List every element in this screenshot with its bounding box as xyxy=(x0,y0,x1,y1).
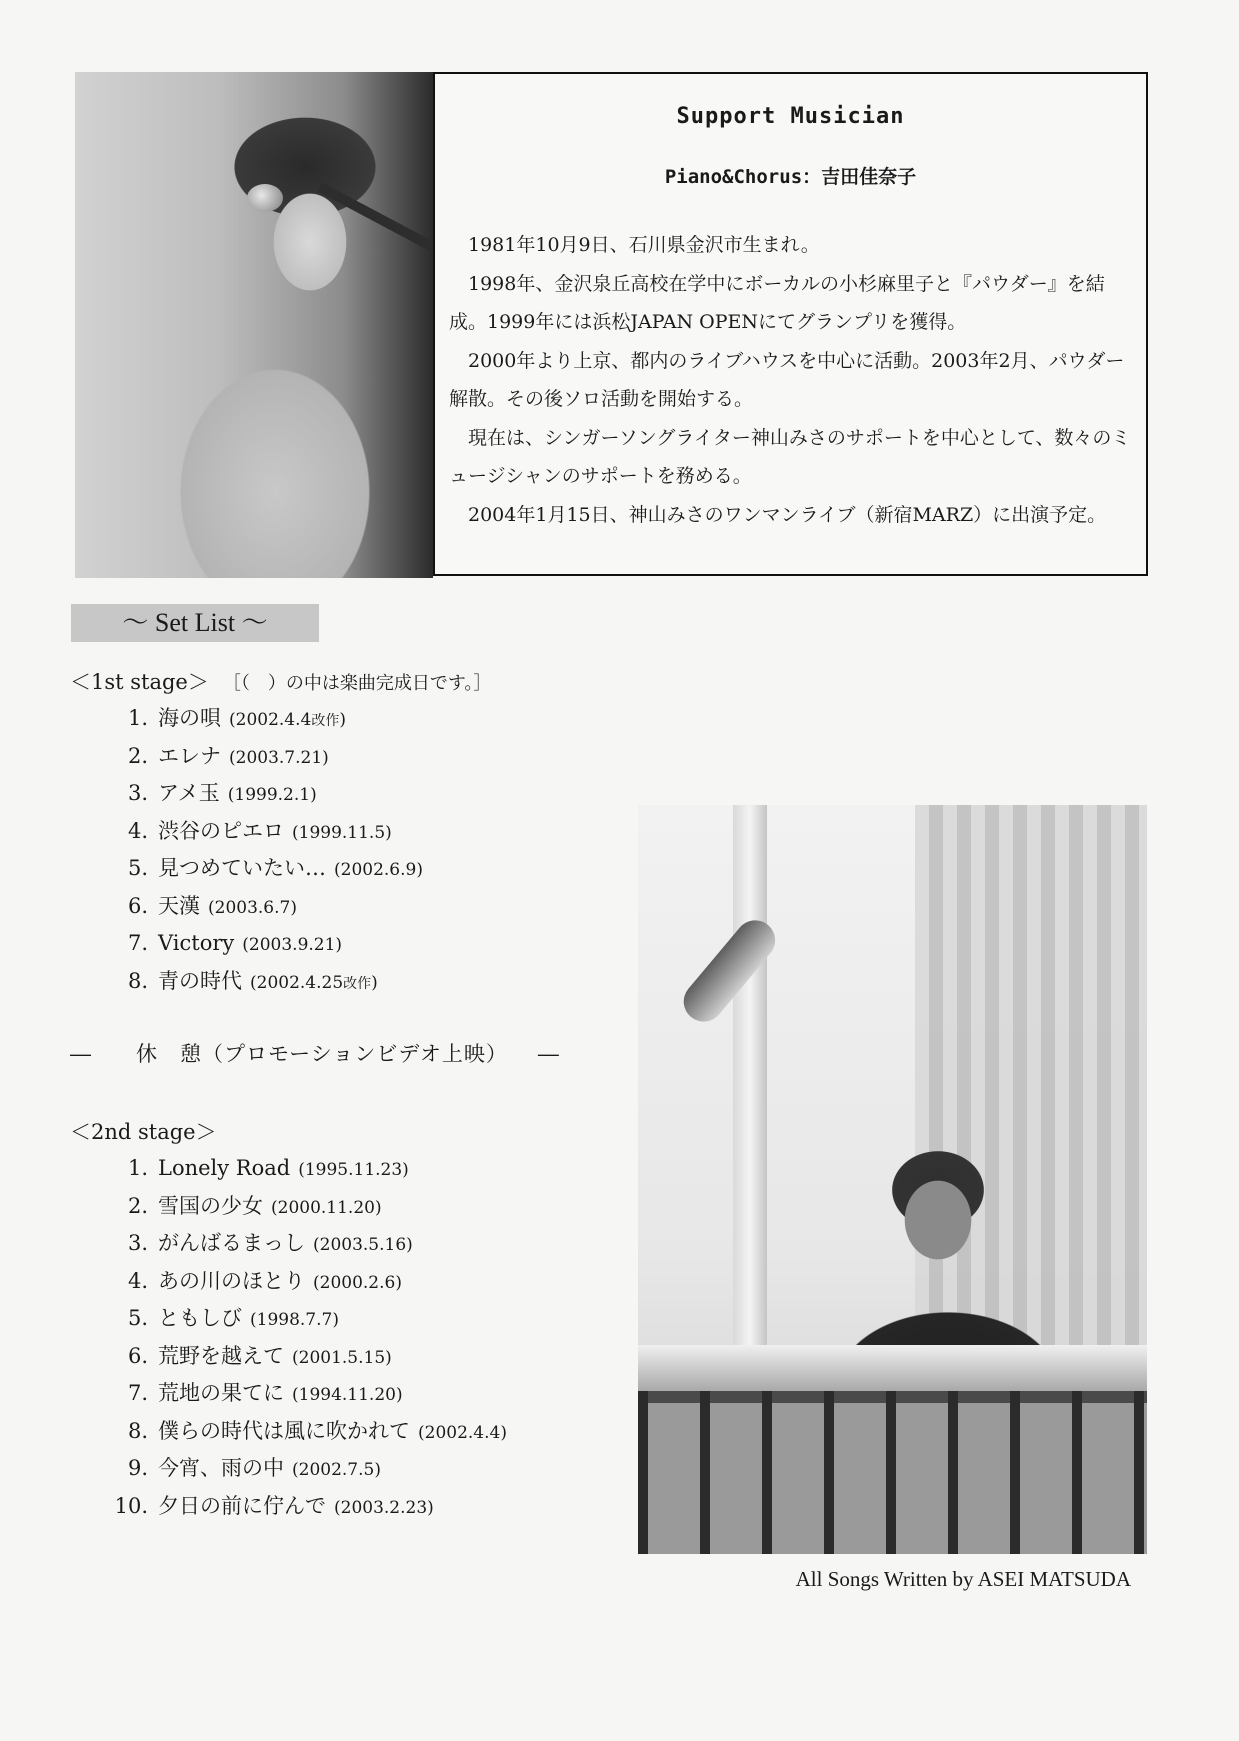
stage1-song-list xyxy=(110,700,423,1000)
list-item xyxy=(110,775,423,813)
songwriter-credit: All Songs Written by ASEI MATSUDA xyxy=(795,1567,1131,1591)
song-date: (1998.7.7) xyxy=(250,1310,339,1330)
song-date: (2000.11.20) xyxy=(271,1197,382,1218)
song-number: 5. xyxy=(127,1306,148,1330)
song-number: 8. xyxy=(127,1418,148,1443)
song-title: 渋谷のピエロ xyxy=(158,818,284,843)
song-date: (2002.7.5) xyxy=(292,1460,381,1480)
song-title: 雪国の少女 xyxy=(158,1193,263,1218)
bio-body xyxy=(449,226,1132,534)
song-date xyxy=(229,710,346,730)
song-title: がんばるまっし xyxy=(158,1231,305,1255)
list-item xyxy=(110,1413,507,1451)
bio-paragraph: 2004年1月15日、神山みさのワンマンライブ（新宿MARZ）に出演予定。 xyxy=(468,503,1107,526)
street-lamp xyxy=(676,912,784,1030)
bio-heading: Support Musician xyxy=(676,104,905,129)
song-date: (2003.6.7) xyxy=(208,897,297,918)
song-title: 夕日の前に佇んで xyxy=(158,1493,326,1518)
song-number: 9. xyxy=(127,1456,148,1480)
song-title: 荒地の果てに xyxy=(158,1381,284,1405)
bio-paragraph: 2000年より上京、都内のライブハウスを中心に活動。2003年2月、パウダー解散。その後ソロ活動を開始する。 xyxy=(449,349,1125,410)
setlist-banner: ～ Set List ～ xyxy=(71,604,319,642)
song-title: ともしび xyxy=(158,1306,242,1330)
song-date: (1994.11.20) xyxy=(292,1385,403,1405)
song-date xyxy=(250,973,378,993)
song-title: 海の唄 xyxy=(158,706,221,730)
song-date: (2003.5.16) xyxy=(313,1235,413,1255)
song-date: (1999.11.5) xyxy=(292,822,392,843)
song-number: 4. xyxy=(127,1268,148,1293)
song-date: (2000.2.6) xyxy=(313,1272,402,1293)
song-number: 2. xyxy=(127,1193,148,1218)
song-number: 6. xyxy=(127,893,148,918)
song-number: 1. xyxy=(127,706,148,730)
stage2-song-list xyxy=(110,1150,507,1525)
list-item xyxy=(110,1375,507,1413)
bio-paragraph: 現在は、シンガーソングライター神山みさのサポートを中心として、数々のミュージシャンのサポートを務める。 xyxy=(449,426,1131,487)
bio-role-line: Piano&Chorus：吉田佳奈子 xyxy=(664,166,917,188)
song-date: (1999.2.1) xyxy=(227,785,317,805)
list-item xyxy=(110,1150,507,1188)
song-number: 10. xyxy=(114,1493,148,1518)
list-item xyxy=(110,1300,507,1338)
stage1-note: ［（ ）の中は楽曲完成日です。］ xyxy=(222,673,492,694)
song-date-close: ) xyxy=(339,710,346,730)
list-item xyxy=(110,1338,507,1376)
list-item xyxy=(110,1450,507,1488)
song-date: (2003.9.21) xyxy=(242,935,343,955)
list-item xyxy=(110,700,423,738)
list-item xyxy=(110,850,423,888)
list-item xyxy=(110,738,423,776)
song-title: Lonely Road xyxy=(158,1156,291,1180)
song-date: (2003.2.23) xyxy=(334,1497,434,1518)
pianist-photo xyxy=(75,72,433,578)
list-item xyxy=(110,888,423,926)
song-date-text: (2002.4.4 xyxy=(229,710,312,730)
song-number: 5. xyxy=(127,856,148,880)
song-title: 青の時代 xyxy=(158,968,242,993)
list-item xyxy=(110,813,423,851)
bio-paragraph: 1998年、金沢泉丘高校在学中にボーカルの小杉麻里子と『パウダー』を結成。1999年には浜松JAPAN OPENにてグランプリを獲得。 xyxy=(449,272,1105,333)
list-item xyxy=(110,1488,507,1526)
song-number: 4. xyxy=(127,818,148,843)
song-number: 6. xyxy=(127,1343,148,1368)
song-date-suffix: 改作 xyxy=(311,713,340,729)
list-item xyxy=(110,1188,507,1226)
stage1-label: ＜1st stage＞ xyxy=(70,670,209,694)
song-number: 2. xyxy=(127,743,148,768)
list-item xyxy=(110,1263,507,1301)
song-number: 3. xyxy=(127,1231,148,1255)
list-item xyxy=(110,925,423,963)
stage2-heading xyxy=(70,1116,217,1146)
song-number: 8. xyxy=(127,968,148,993)
song-date: (2001.5.15) xyxy=(292,1347,392,1368)
song-title: アメ玉 xyxy=(158,781,220,805)
song-number: 7. xyxy=(127,1381,148,1405)
song-date: (1995.11.23) xyxy=(298,1160,409,1180)
song-number: 7. xyxy=(127,931,148,955)
song-date: (2003.7.21) xyxy=(229,747,329,768)
song-date: (2002.4.4) xyxy=(418,1422,507,1443)
song-title: 天漢 xyxy=(158,893,200,918)
song-title: 僕らの時代は風に吹かれて xyxy=(158,1418,410,1443)
song-date-suffix: 改作 xyxy=(343,975,372,992)
stage1-heading xyxy=(70,666,491,696)
intermission-dash: ― xyxy=(70,1042,92,1066)
stage2-label: ＜2nd stage＞ xyxy=(70,1120,217,1144)
list-item xyxy=(110,1225,507,1263)
song-title: 今宵、雨の中 xyxy=(158,1456,284,1480)
artist-photo xyxy=(638,805,1147,1554)
song-number: 1. xyxy=(127,1156,148,1180)
song-date-text: (2002.4.25 xyxy=(250,972,344,993)
microphone xyxy=(247,184,283,212)
railing xyxy=(638,1345,1147,1391)
microphone-stand xyxy=(318,183,433,262)
support-musician-box xyxy=(433,72,1148,576)
song-number: 3. xyxy=(127,781,148,805)
song-date-close: ) xyxy=(371,972,378,993)
list-item xyxy=(110,963,423,1001)
intermission-dash: ― xyxy=(537,1042,560,1066)
railing-bars xyxy=(638,1391,1147,1554)
song-title: 見つめていたい… xyxy=(158,856,326,880)
song-date: (2002.6.9) xyxy=(334,860,423,880)
song-title: 荒野を越えて xyxy=(158,1343,284,1368)
song-title: エレナ xyxy=(158,743,221,768)
intermission-text: 休 憩（プロモーションビデオ上映） xyxy=(136,1042,508,1066)
bio-paragraph: 1981年10月9日、石川県金沢市生まれ。 xyxy=(468,234,820,256)
intermission-line xyxy=(70,1038,560,1068)
song-title: Victory xyxy=(158,931,235,955)
song-title: あの川のほとり xyxy=(158,1268,305,1293)
